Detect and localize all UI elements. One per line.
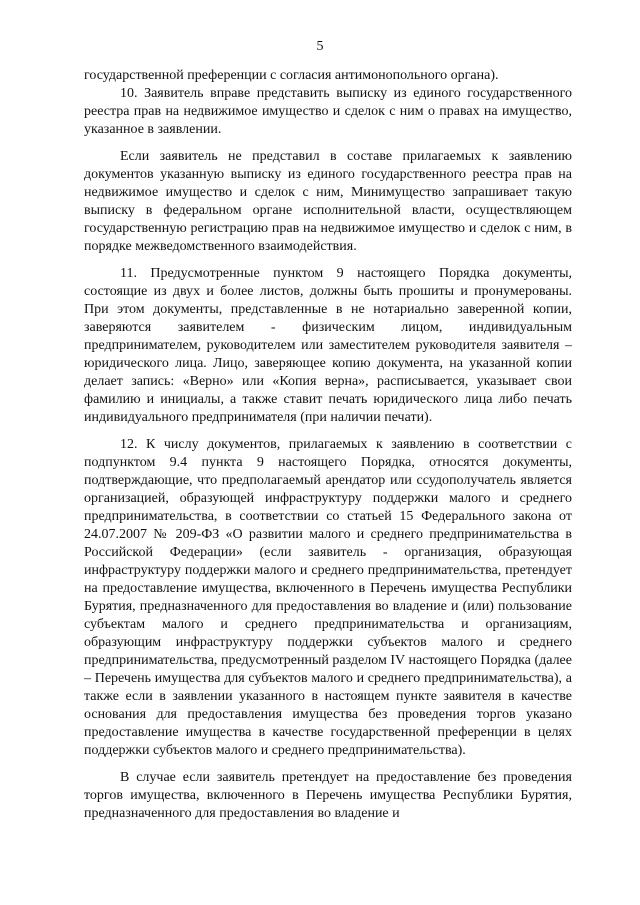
paragraph-continuation: государственной преференции с согласия антимонопольного органа). — [84, 68, 499, 83]
paragraph-item-12: 12. К числу документов, прилагаемых к заявлению в соответствии с подпунктом 9.4 пункта 9 настоящего Порядка, относятся документы, подтверждающие, что предполагаемый арендатор или ссудополучатель является организацией, образующей инфраструктуру поддержки малого и среднего предпринимательства, в соответствии со статьей 15 Федерального закона от 24.07.2007 № 209-ФЗ «О развитии малого и среднего предпринимательства в Российской Федерации» (если заявитель - организация, образующая инфраструктуру поддержки малого и среднего предпринимательства, претендует на предоставление имущества, включенного в Перечень имущества Республики Бурятия, предназначенного для предоставления во владение и (или) пользование субъектам малого и среднего предпринимательства и организациям, образующим инфраструктуру поддержки субъектов малого и среднего предпринимательства, предусмотренный разделом IV настоящего Порядка (далее – Перечень имущества для субъектов малого и среднего предпринимательства), а также если в заявлении указанного в настоящем пункте заявителя в качестве основания для предоставления имущества без проведения торгов указано предоставление имущества в качестве государственной преференции в целях поддержки субъектов малого и среднего предпринимательства). — [84, 437, 572, 758]
paragraph-extract-request: Если заявитель не представил в составе прилагаемых к заявлению документов указанную выписку из единого государственного реестра прав на недвижимое имущество и сделок с ним, Минимущество запрашивает такую выписку в федеральном органе исполнительной власти, осуществляющем государственную регистрацию прав на недвижимое имущество и сделок с ним, в порядке межведомственного взаимодействия. — [84, 149, 572, 254]
page-number: 5 — [316, 39, 324, 54]
document-body — [84, 67, 572, 823]
paragraph-item-10: 10. Заявитель вправе представить выписку из единого государственного реестра прав на недвижимое имущество и сделок с ним о правах на имущество, указанное в заявлении. — [84, 86, 572, 137]
paragraph-item-11: 11. Предусмотренные пунктом 9 настоящего Порядка документы, состоящие из двух и более листов, должны быть прошиты и пронумерованы. При этом документы, представленные в не нотариально заверенной копии, заверяются заявителем - физическим лицом, индивидуальным предпринимателем, руководителем или заместителем руководителя заявителя – юридического лица. Лицо, заверяющее копию документа, на указанной копии делает запись: «Верно» или «Копия верна», расписывается, указывает свои фамилию и инициалы, а также ставит печать юридического лица либо печать индивидуального предпринимателя (при наличии печати). — [84, 266, 572, 425]
paragraph-case: В случае если заявитель претендует на предоставление без проведения торгов имущества, включенного в Перечень имущества Республики Бурятия, предназначенного для предоставления во владение и — [84, 770, 572, 821]
